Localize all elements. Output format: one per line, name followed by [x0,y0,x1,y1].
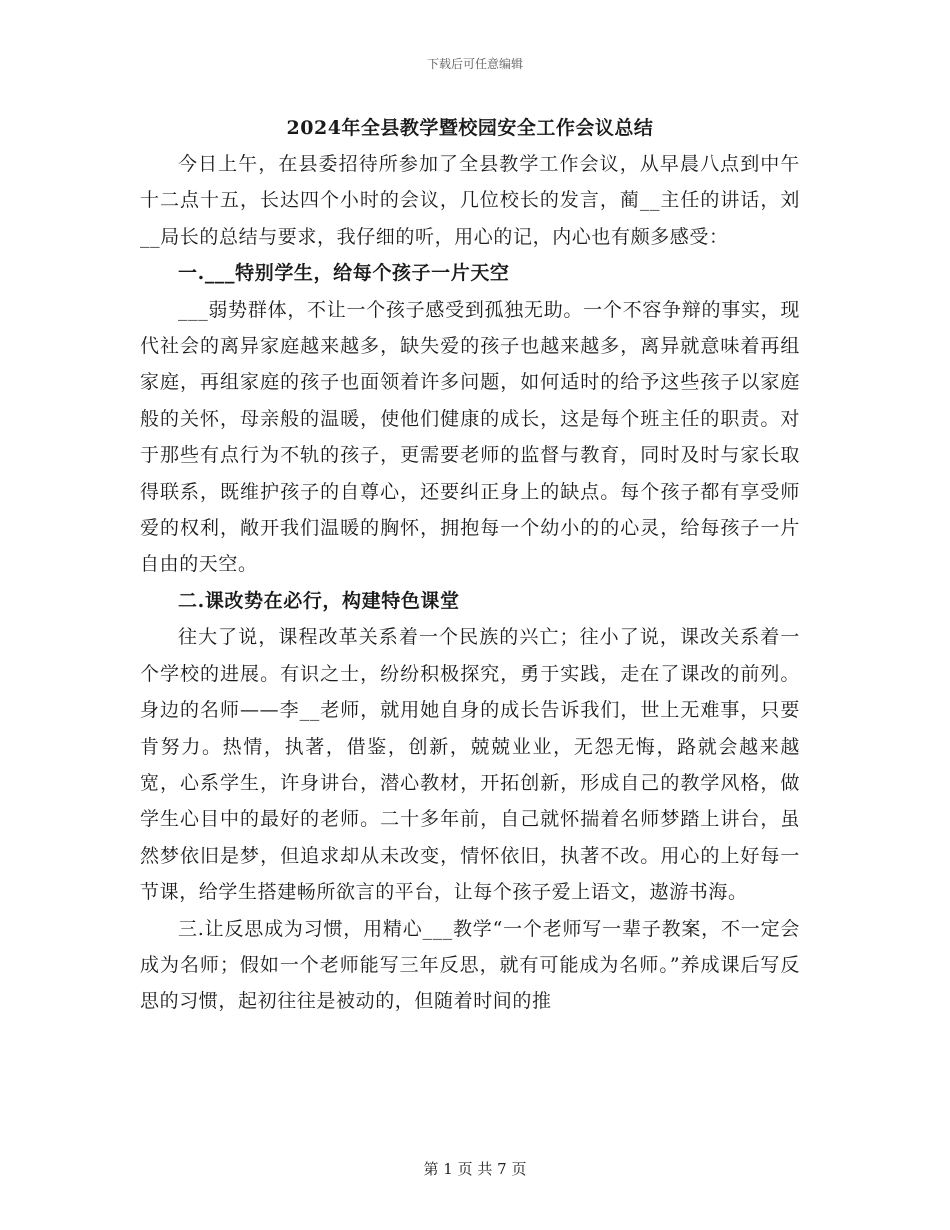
page-number-footer: 第 1 页 共 7 页 [423,1160,527,1178]
section-heading-2: 二.课改势在必行，构建特色课堂 [178,589,460,612]
section-heading-1: 一.___特别学生，给每个孩子一片天空 [178,262,510,285]
paragraph-section-3: 三.让反思成为习惯，用精心___教学“一个老师写一辈子教案，不一定会成为名师；假如一个老师能写三年反思，就有可能成为名师。”养成课后写反思的习惯，起初往往是被动的，但随着时间的推 [140,917,800,1013]
document-body [140,112,800,1020]
paragraph-section-1: ___弱势群体，不让一个孩子感受到孤独无助。一个不容争辩的事实，现代社会的离异家庭越来越多，缺失爱的孩子也越来越多，离异就意味着再组家庭，再组家庭的孩子也面领着许多问题，如何适时的给予这些孩子以家庭般的关怀，母亲般的温暖，使他们健康的成长，这是每个班主任的职责。对于那些有点行为不轨的孩子，更需要老师的监督与教育，同时及时与家长取得联系，既维护孩子的自尊心，还要纠正身上的缺点。每个孩子都有享受师爱的权利，敞开我们温暖的胸怀，拥抱每一个幼小的的心灵，给每孩子一片自由的天空。 [140,298,800,576]
paragraph-section-2: 往大了说，课程改革关系着一个民族的兴亡；往小了说，课改关系着一个学校的进展。有识之士，纷纷积极探究，勇于实践，走在了课改的前列。身边的名师——李__老师，就用她自身的成长告诉我们，世上无难事，只要肯努力。热情，执著，借鉴，创新，兢兢业业，无怨无悔，路就会越来越宽，心系学生，许身讲台，潜心教材，开拓创新，形成自己的教学风格，做学生心目中的最好的老师。二十多年前，自己就怀揣着名师梦踏上讲台，虽然梦依旧是梦，但追求却从未改变，情怀依旧，执著不改。用心的上好每一节课，给学生搭建畅所欲言的平台，让每个孩子爱上语文，遨游书海。 [140,626,800,904]
paragraph-intro: 今日上午，在县委招待所参加了全县教学工作会议，从早晨八点到中午十二点十五，长达四个小时的会议，几位校长的发言，蔺__主任的讲话，刘__局长的总结与要求，我仔细的听，用心的记，内心也有颇多感受： [140,153,800,248]
header-note: 下载后可任意编辑 [426,57,523,71]
document-title: 2024年全县教学暨校园安全工作会议总结 [286,117,654,139]
